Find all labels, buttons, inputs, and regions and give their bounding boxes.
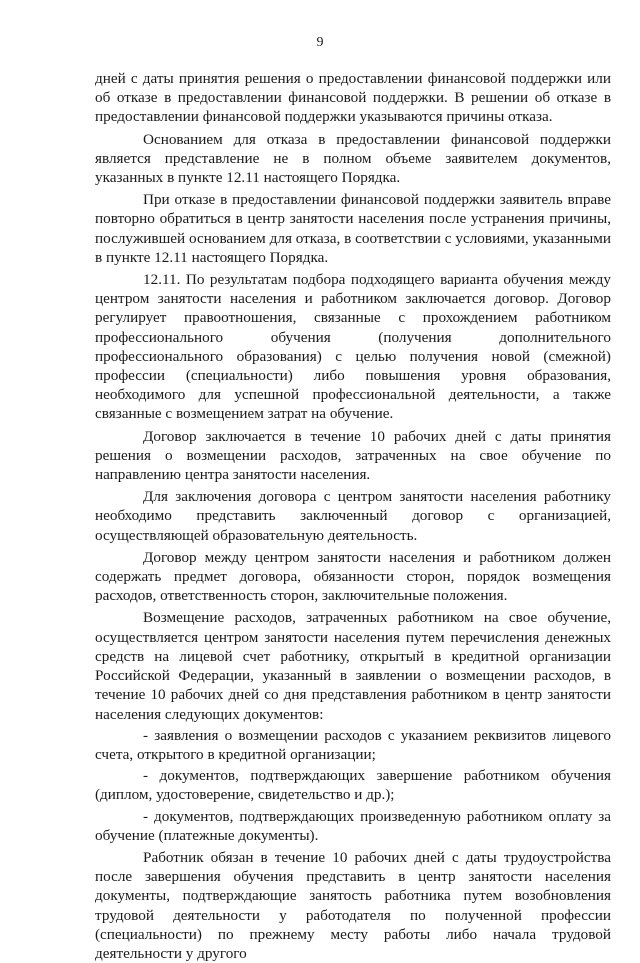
paragraph-contract-term: Договор заключается в течение 10 рабочих дней с даты принятия решения о возмещении расходов, затраченных на свое обучение по направлению центра занятости населения.	[95, 427, 611, 484]
paragraph-continuation: дней с даты принятия решения о предоставлении финансовой поддержки или об отказе в предоставлении финансовой поддержки. В решении об отказе в предоставлении финансовой поддержки указываются причины отказа.	[95, 70, 611, 126]
paragraph-reapplication: При отказе в предоставлении финансовой поддержки заявитель вправе повторно обратиться в центр занятости населения после устранения причины, послужившей основанием для отказа, в соответствии с условиями, указанными в пункте 12.11 настоящего Порядка.	[95, 191, 611, 266]
paragraph-contract-conclusion: Для заключения договора с центром занятости населения работнику необходимо представить заключенный договор с организацией, осуществляющей образовательную деятельность.	[95, 488, 611, 544]
list-item-payment-documents: - документов, подтверждающих произведенную работником оплату за обучение (платежные документы).	[95, 807, 611, 844]
paragraph-contract-contents: Договор между центром занятости населения и работником должен содержать предмет договора, обязанности сторон, порядок возмещения расходов, ответственность сторон, заключительные положения.	[95, 548, 611, 605]
list-item-application: - заявления о возмещении расходов с указанием реквизитов лицевого счета, открытого в кредитной организации;	[95, 726, 611, 763]
paragraph-refusal-grounds: Основанием для отказа в предоставлении финансовой поддержки является представление не в полном объеме заявителем документов, указанных в пункте 12.11 настоящего Порядка.	[95, 130, 611, 187]
document-body	[95, 69, 611, 963]
page-number: 9	[316, 35, 324, 50]
paragraph-employment-obligation: Работник обязан в течение 10 рабочих дней с даты трудоустройства после завершения обучения представить в центр занятости населения документы, подтверждающие занятость работника путем возобновления трудовой деятельности у работодателя по полученной профессии (специальности) по прежнему месту работы либо начала трудовой деятельности у другого	[95, 848, 611, 962]
paragraph-reimbursement: Возмещение расходов, затраченных работником на свое обучение, осуществляется центром занятости населения путем перечисления денежных средств на лицевой счет работнику, открытый в кредитной организации Российской Федерации, указанный в заявлении о возмещении расходов, в течение 10 рабочих дней со дня представления работником в центр занятости населения следующих документов:	[95, 609, 611, 723]
paragraph-clause-12-11: 12.11. По результатам подбора подходящего варианта обучения между центром занятости населения и работником заключается договор. Договор регулирует правоотношения, связанные с прохождением работником профессионального обучения (получения дополнительного профессионального образования) с целью получения новой (смежной) профессии (специальности) либо повышения уровня образования, необходимого для успешной профессиональной деятельности, а также связанные с возмещением затрат на обучение.	[95, 271, 611, 423]
list-item-completion-documents: - документов, подтверждающих завершение работником обучения (диплом, удостоверение, свидетельство и др.);	[95, 767, 611, 804]
